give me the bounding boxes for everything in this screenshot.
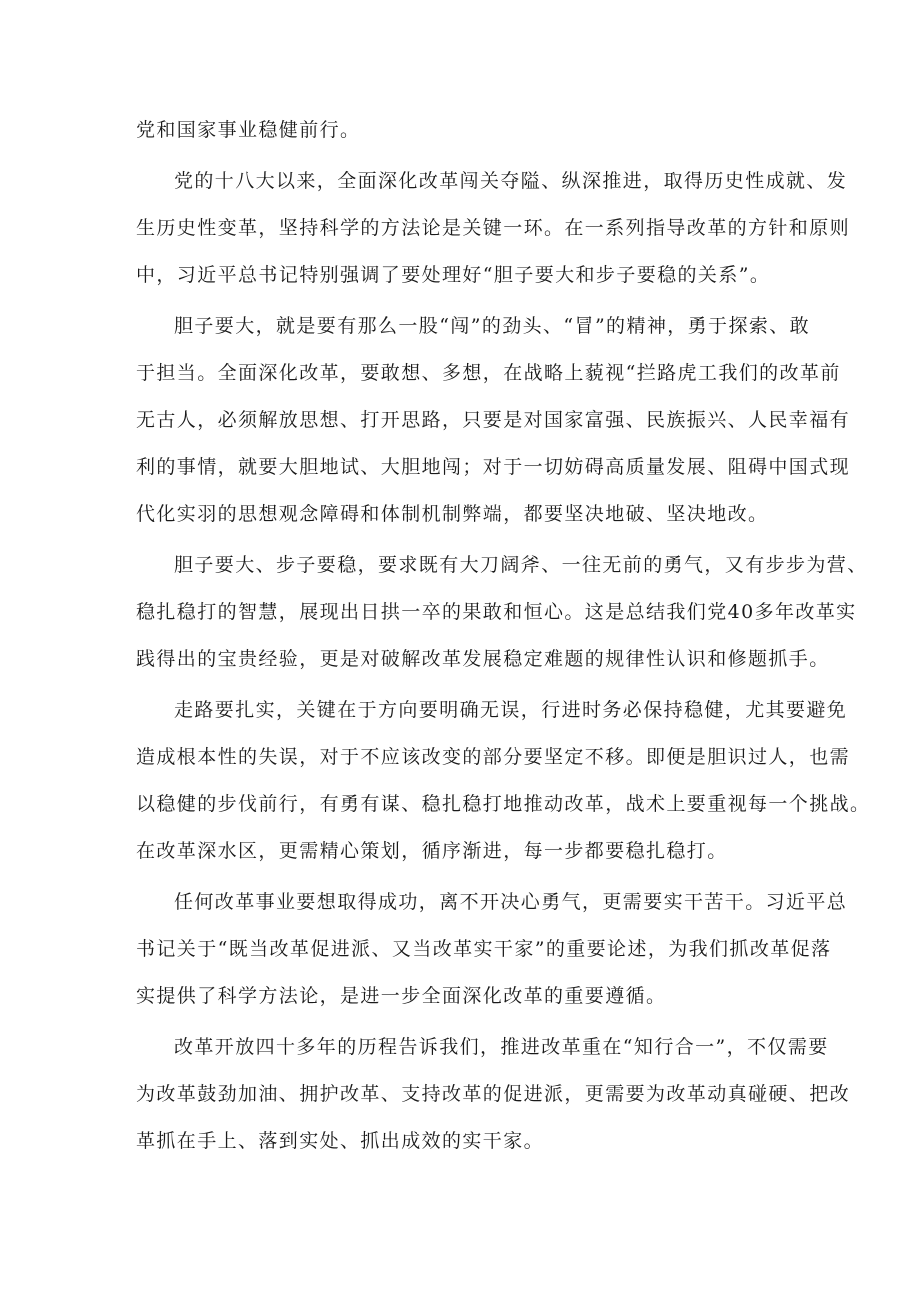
text-line: 于担当。全面深化改革，要敢想、多想，在战略上藐视“拦路虎工我们的改革前 <box>136 362 841 384</box>
text-line: 党和国家事业稳健前行。 <box>136 119 361 141</box>
text-line: 革抓在手上、落到实处、抓出成效的实干家。 <box>136 1130 545 1152</box>
text-line: 造成根本性的失误，对于不应该改变的部分要坚定不移。即便是胆识过人，也需 <box>136 746 851 768</box>
text-line: 书记关于“既当改革促进派、又当改革实干家”的重要论述，为我们抓改革促落 <box>136 938 832 960</box>
text-line: 利的事情，就要大胆地试、大胆地闯；对于一切妨碍高质量发展、阻碍中国式现 <box>136 456 851 478</box>
text-line: 践得出的宝贵经验，更是对破解改革发展稳定难题的规律性认识和修题抓手。 <box>136 648 830 670</box>
text-line: 为改革鼓劲加油、拥护改革、支持改革的促进派，更需要为改革动真碰硬、把改 <box>136 1083 851 1105</box>
paragraph-first-line: 胆子要大、步子要稳，要求既有大刀阔斧、一往无前的勇气，又有步步为营、 <box>174 554 868 576</box>
paragraph-first-line: 改革开放四十多年的历程告诉我们，推进改革重在“知行合一”，不仅需要 <box>174 1036 829 1058</box>
text-line: 中，习近平总书记特别强调了要处理好“胆子要大和步子要稳的关系”。 <box>136 264 771 286</box>
text-line: 无古人，必须解放思想、打开思路，只要是对国家富强、民族振兴、人民幸福有 <box>136 409 851 431</box>
paragraph-first-line: 任何改革事业要想取得成功，离不开决心勇气，更需要实干苦干。习近平总 <box>174 891 848 913</box>
text-line: 代化实羽的思想观念障碍和体制机制弊端，都要坚决地破、坚决地改。 <box>136 503 769 525</box>
paragraph-first-line: 胆子要大，就是要有那么一股“闯”的劲头、“冒”的精神，勇于探索、敢 <box>174 315 811 337</box>
text-line: 实提供了科学方法论，是进一步全面深化改革的重要遵循。 <box>136 985 667 1007</box>
text-line: 稳扎稳打的智慧，展现出日拱一卒的果敢和恒心。这是总结我们党40多年改革实 <box>136 601 857 623</box>
paragraph-first-line: 党的十八大以来，全面深化改革闯关夺隘、纵深推进，取得历史性成就、发 <box>174 170 848 192</box>
text-line: 以稳健的步伐前行，有勇有谋、稳扎稳打地推动改革，战术上要重视每一个挑战。 <box>136 793 871 815</box>
text-line: 在改革深水区，更需精心策划，循序渐进，每一步都要稳扎稳打。 <box>136 840 728 862</box>
paragraph-first-line: 走路要扎实，关键在于方向要明确无误，行进时务必保持稳健，尤其要避免 <box>174 699 848 721</box>
text-line: 生历史性变革，坚持科学的方法论是关键一环。在一系列指导改革的方针和原则 <box>136 217 851 239</box>
